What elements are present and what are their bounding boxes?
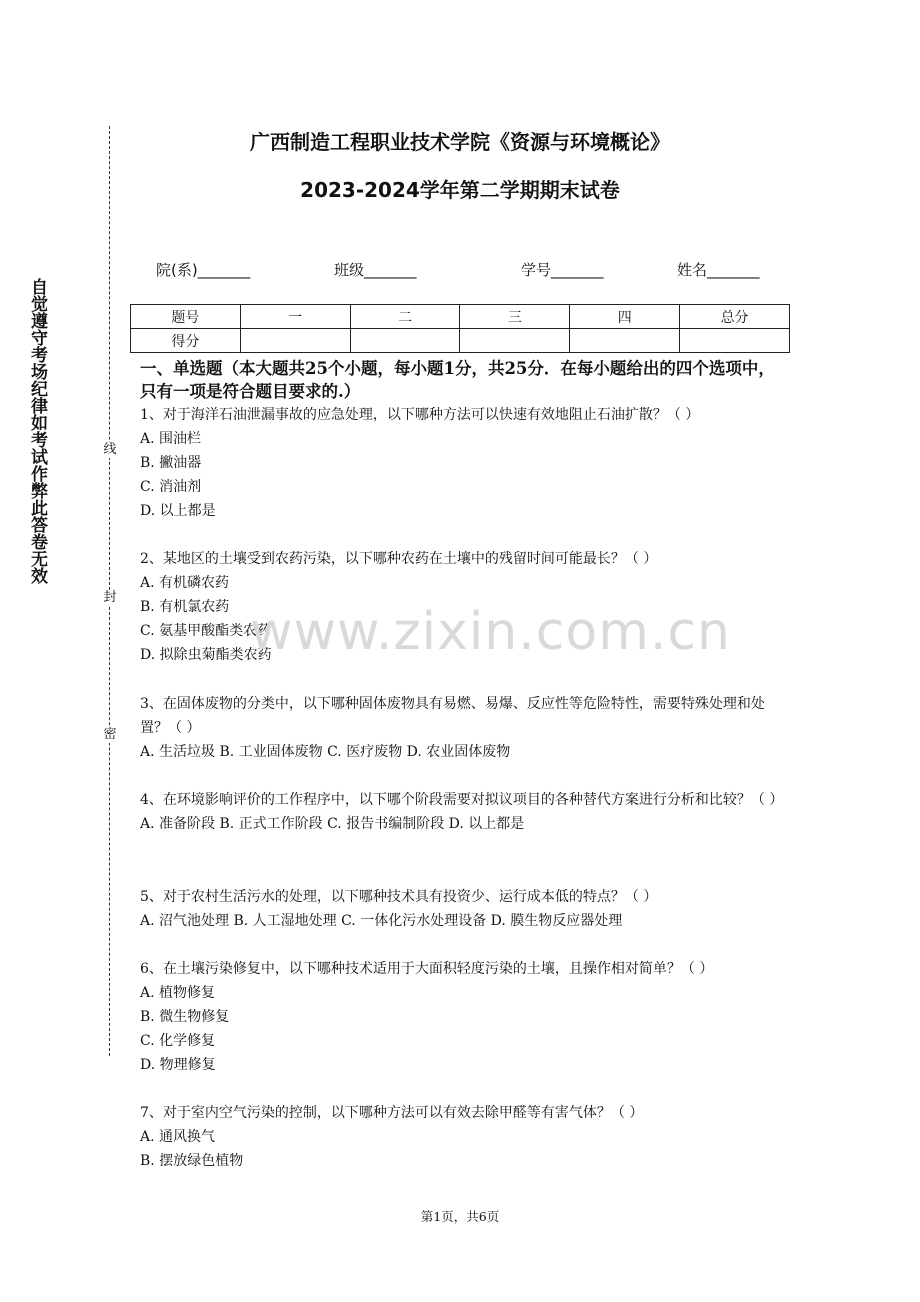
score-table-header-row [131,305,790,329]
question-stem: 2、某地区的土壤受到农药污染，以下哪种农药在土壤中的残留时间可能最长？（ ） [140,551,658,567]
header-cell: 总分 [680,305,790,329]
question-stem: 4、在环境影响评价的工作程序中，以下哪个阶段需要对拟议项目的各种替代方案进行分析和比较？（ ） [140,792,784,808]
question-4 [140,788,790,836]
score-cell[interactable] [350,329,460,353]
section1-heading: 一、单选题（本大题共25个小题，每小题1分，共25分．在每小题给出的四个选项中，只有一项是符合题目要求的.） [140,359,775,401]
option-a: A. 通风换气 [140,1129,216,1145]
question-stem: 7、对于室内空气污染的控制，以下哪种方法可以有效去除甲醛等有害气体？（ ） [140,1105,644,1121]
class-field: 班级_______ [334,261,417,279]
question-stem: 5、对于农村生活污水的处理，以下哪种技术具有投资少、运行成本低的特点？（ ） [140,889,658,905]
exam-title-line1: 广西制造工程职业技术学院《资源与环境概论》 [250,130,670,154]
option-a: A. 植物修复 [140,985,216,1001]
score-cell[interactable] [570,329,680,353]
page-footer: 第1页，共6页 [420,1209,500,1224]
question-5 [140,885,790,933]
score-table [130,304,790,353]
question-7 [140,1101,790,1173]
header-cell: 一 [240,305,350,329]
options-inline: A. 沼气池处理 B. 人工湿地处理 C. 一体化污水处理设备 D. 膜生物反应器处理 [140,913,623,929]
student-id-field: 学号_______ [521,261,604,279]
option-b: B. 摆放绿色植物 [140,1153,244,1169]
dept-field: 院(系)_______ [156,261,251,279]
exam-title-line2: 2023-2024学年第二学期期末试卷 [300,178,620,202]
option-a: A. 围油栏 [140,431,202,447]
option-a: A. 有机磷农药 [140,575,230,591]
options-inline: A. 准备阶段 B. 正式工作阶段 C. 报告书编制阶段 D. 以上都是 [140,816,525,832]
option-c: C. 化学修复 [140,1033,216,1049]
question-stem: 3、在固体废物的分类中，以下哪种固体废物具有易燃、易爆、反应性等危险特性，需要特殊处理和处置？（ ） [140,696,765,736]
question-1 [140,403,790,523]
header-cell: 四 [570,305,680,329]
option-c: C. 消油剂 [140,479,202,495]
option-b: B. 撇油器 [140,455,202,471]
seal-char-mi: 密 [103,727,117,742]
header-cell: 题号 [131,305,241,329]
option-c: C. 氨基甲酸酯类农药 [140,623,272,639]
question-6 [140,957,790,1077]
options-inline: A. 生活垃圾 B. 工业固体废物 C. 医疗废物 D. 农业固体废物 [140,744,511,760]
option-b: B. 有机氯农药 [140,599,230,615]
question-stem: 1、对于海洋石油泄漏事故的应急处理，以下哪种方法可以快速有效地阻止石油扩散？（ ） [140,407,700,423]
score-cell[interactable] [240,329,350,353]
exam-discipline-notice: 自觉遵守考场纪律如考试作弊此答卷无效 [27,278,47,584]
option-d: D. 以上都是 [140,503,216,519]
header-cell: 三 [460,305,570,329]
seal-char-xian: 线 [103,442,117,457]
option-b: B. 微生物修复 [140,1009,230,1025]
seal-char-feng: 封 [103,590,117,605]
header-cell: 二 [350,305,460,329]
name-field: 姓名_______ [677,261,760,279]
score-row-label: 得分 [131,329,241,353]
question-3 [140,692,790,764]
option-d: D. 物理修复 [140,1057,216,1073]
watermark: www.zixin.com.cn [250,602,731,662]
score-cell[interactable] [680,329,790,353]
option-d: D. 拟除虫菊酯类农药 [140,647,272,663]
question-stem: 6、在土壤污染修复中，以下哪种技术适用于大面积轻度污染的土壤，且操作相对简单？（ ） [140,961,714,977]
score-cell[interactable] [460,329,570,353]
score-table-score-row [131,329,790,353]
